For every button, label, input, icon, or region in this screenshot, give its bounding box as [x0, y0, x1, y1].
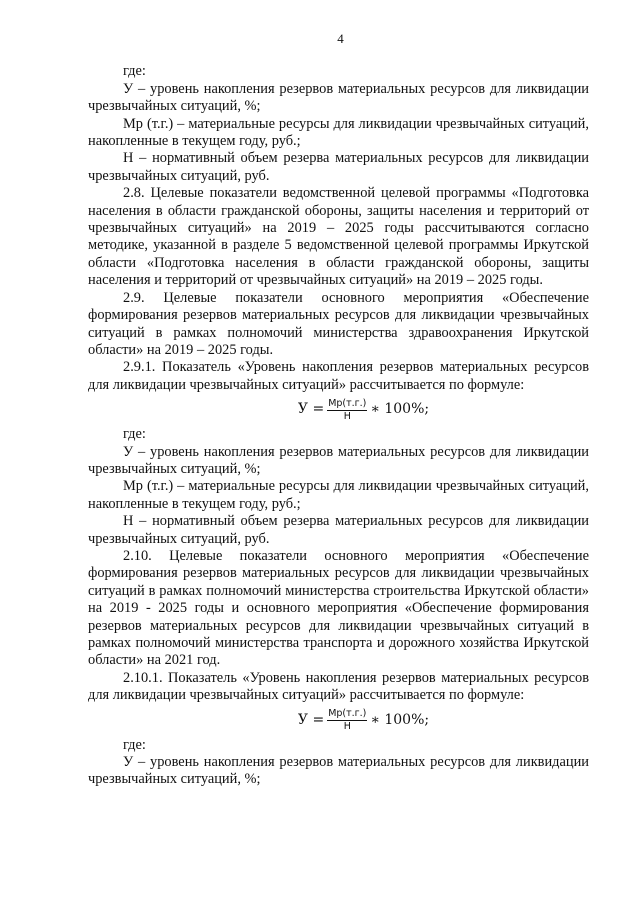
paragraph: Н – нормативный объем резерва материальных ресурсов для ликвидации чрезвычайных ситуаций, руб. [88, 150, 589, 184]
paragraph: У – уровень накопления резервов материальных ресурсов для ликвидации чрезвычайных ситуаций, %; [88, 80, 589, 115]
formula-numerator: Мр(т.г.) [328, 397, 367, 409]
formula-rhs: ∗ 100%; [370, 711, 430, 728]
formula [138, 395, 589, 425]
formula-rhs: ∗ 100%; [370, 401, 430, 418]
paragraph: Н – нормативный объем резерва материальных ресурсов для ликвидации чрезвычайных ситуаций, руб. [88, 513, 589, 547]
paragraph: 2.8. Целевые показатели ведомственной целевой программы «Подготовка населения в области гражданской обороны, защиты населения и территорий от чрезвычайных ситуаций» на 2019 – 2025 годы рассчитываются согласно методике, указанной в разделе 5 ведомственной целевой программы Иркутской области «Подготовка населения в области гражданской обороны, защиты населения и территорий от чрезвычайных ситуаций» на 2019 – 2025 годы. [88, 185, 589, 289]
paragraph: Мр (т.г.) – материальные ресурсы для ликвидации чрезвычайных ситуаций, накопленные в текущем году, руб.; [88, 478, 589, 512]
paragraph: где: [123, 63, 146, 80]
document-page [88, 30, 589, 789]
paragraph: 2.10. Целевые показатели основного мероприятия «Обеспечение формирования резервов материальных ресурсов для ликвидации чрезвычайных ситуаций в рамках полномочий министерства строительства Иркутской области» на 2019 - 2025 годы и основного мероприятия «Обеспечение формирования резервов материальных ресурсов для ликвидации чрезвычайных ситуаций в рамках полномочий министерства транспорта и дорожного хозяйства Иркутской области» на 2021 год. [88, 547, 589, 669]
formula [138, 706, 589, 736]
paragraph: где: [123, 426, 146, 443]
formula-denominator: Н [343, 410, 351, 422]
paragraph: 2.10.1. Показатель «Уровень накопления резервов материальных ресурсов для ликвидации чрезвычайных ситуаций» рассчитывается по формуле: [88, 669, 589, 704]
formula-fraction [327, 399, 367, 422]
formula-numerator: Мр(т.г.) [328, 708, 367, 720]
formula-lhs: У = [297, 711, 325, 728]
paragraph: где: [123, 736, 146, 753]
formula-lhs: У = [297, 401, 325, 418]
paragraph: У – уровень накопления резервов материальных ресурсов для ликвидации чрезвычайных ситуаций, %; [88, 754, 589, 788]
paragraph: У – уровень накопления резервов материальных ресурсов для ликвидации чрезвычайных ситуаций, %; [88, 443, 589, 477]
formula-fraction [327, 709, 367, 732]
page-number: 4 [337, 31, 344, 46]
paragraph: 2.9. Целевые показатели основного мероприятия «Обеспечение формирования резервов материальных ресурсов для ликвидации чрезвычайных ситуаций в рамках полномочий министерства здравоохранения Иркутской области» на 2019 – 2025 годы. [88, 289, 589, 358]
formula-denominator: Н [343, 721, 351, 733]
paragraph: Мр (т.г.) – материальные ресурсы для ликвидации чрезвычайных ситуаций, накопленные в текущем году, руб.; [88, 115, 589, 150]
paragraph: 2.9.1. Показатель «Уровень накопления резервов материальных ресурсов для ликвидации чрезвычайных ситуаций» рассчитывается по формуле: [88, 359, 589, 393]
